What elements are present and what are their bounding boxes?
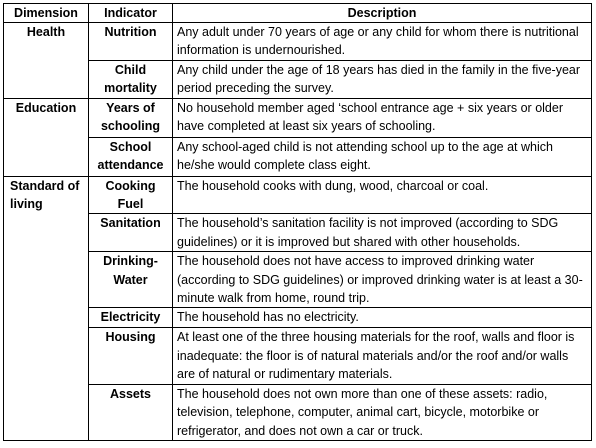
table-row [4, 308, 592, 328]
table-row [4, 328, 592, 384]
indicator-cell: Sanitation [89, 214, 173, 252]
dimension-cell-continued [4, 384, 89, 440]
dimension-cell-continued [4, 252, 89, 308]
table-row [4, 214, 592, 252]
indicator-cell: Nutrition [89, 23, 173, 61]
header-indicator: Indicator [89, 4, 173, 23]
dimension-cell-continued [4, 328, 89, 384]
description-cell: At least one of the three housing materials for the roof, walls and floor is inadequate: the floor is of natural materials and/or the roof and/or walls are of natural or rudimentary materials. [173, 328, 592, 384]
indicator-cell: Electricity [89, 308, 173, 328]
description-cell: Any adult under 70 years of age or any child for whom there is nutritional information is undernourished. [173, 23, 592, 61]
dimension-cell-continued [4, 60, 89, 98]
description-cell: The household has no electricity. [173, 308, 592, 328]
indicator-cell: Assets [89, 384, 173, 440]
indicator-cell: Housing [89, 328, 173, 384]
table-row [4, 98, 592, 137]
header-description: Description [173, 4, 592, 23]
table-container [3, 3, 592, 441]
indicator-cell: School attendance [89, 137, 173, 176]
description-cell: Any child under the age of 18 years has died in the family in the five-year period preceding the survey. [173, 60, 592, 98]
description-cell: The household cooks with dung, wood, charcoal or coal. [173, 176, 592, 214]
description-cell: The household’s sanitation facility is not improved (according to SDG guidelines) or it is improved but shared with other households. [173, 214, 592, 252]
table-row [4, 137, 592, 176]
mpi-indicator-table [3, 3, 592, 441]
dimension-cell-continued [4, 137, 89, 176]
description-cell: The household does not own more than one of these assets: radio, television, telephone, computer, animal cart, bicycle, motorbike or refrigerator, and does not own a car or truck. [173, 384, 592, 440]
description-cell: Any school-aged child is not attending school up to the age at which he/she would complete class eight. [173, 137, 592, 176]
table-row [4, 60, 592, 98]
table-row [4, 252, 592, 308]
table-row [4, 176, 592, 214]
table-row [4, 23, 592, 61]
description-cell: No household member aged ‘school entrance age + six years or older have completed at least six years of schooling. [173, 98, 592, 137]
indicator-cell: Child mortality [89, 60, 173, 98]
indicator-cell: Years of schooling [89, 98, 173, 137]
description-cell: The household does not have access to improved drinking water (according to SDG guidelines) or improved drinking water is at least a 30-minute walk from home, round trip. [173, 252, 592, 308]
dimension-cell: Health [4, 23, 89, 61]
table-row [4, 384, 592, 440]
dimension-cell-continued [4, 308, 89, 328]
indicator-cell: Cooking Fuel [89, 176, 173, 214]
indicator-cell: Drinking-Water [89, 252, 173, 308]
dimension-cell-continued [4, 214, 89, 252]
dimension-cell: Standard of living [4, 176, 89, 214]
header-row [4, 4, 592, 23]
header-dimension: Dimension [4, 4, 89, 23]
dimension-cell: Education [4, 98, 89, 137]
